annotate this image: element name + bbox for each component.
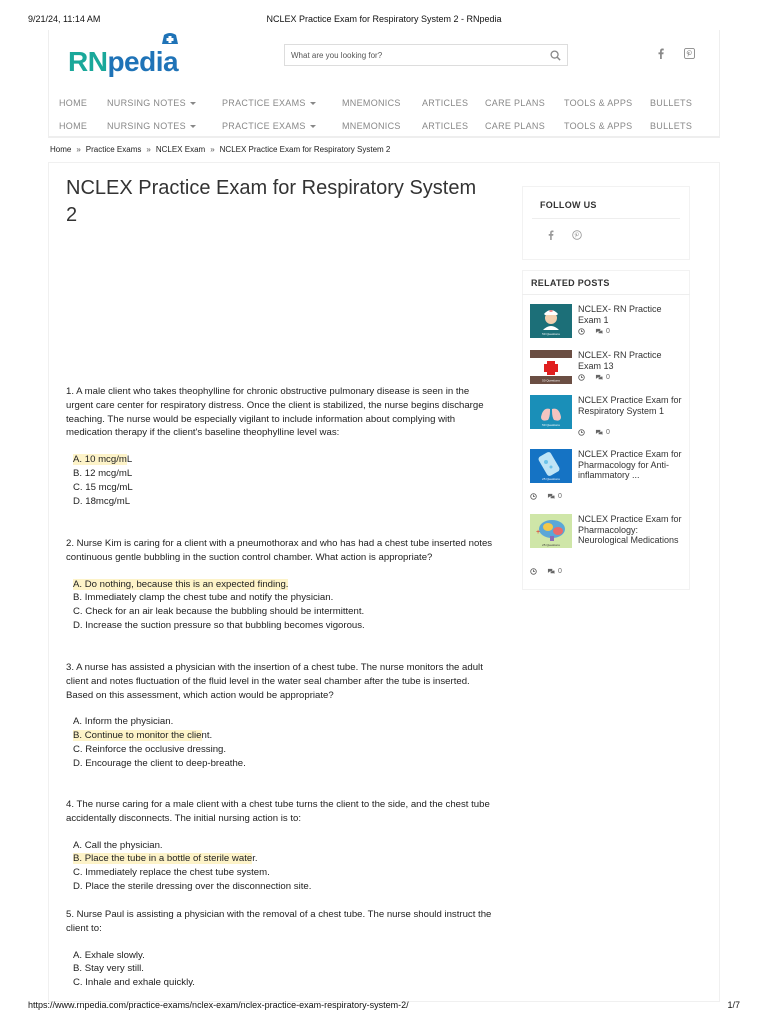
question-2	[66, 537, 496, 633]
nav-home[interactable]: HOME	[59, 98, 88, 108]
post-title[interactable]: NCLEX Practice Exam for Respiratory System 1	[578, 395, 682, 416]
divider	[522, 294, 690, 295]
question-4	[66, 798, 496, 894]
breadcrumb-nclex-exam[interactable]: NCLEX Exam	[155, 145, 206, 154]
nav-mnemonics[interactable]: MNEMONICS	[342, 98, 401, 108]
answer-option: C. Check for an air leak because the bubbling should be intermittent.	[73, 606, 365, 618]
search-icon[interactable]	[549, 49, 561, 61]
svg-text:50 Questions: 50 Questions	[542, 332, 560, 336]
print-header	[28, 14, 740, 26]
logo-pedia: pedia	[107, 46, 178, 77]
post-title[interactable]: NCLEX- RN Practice Exam 13	[578, 350, 662, 371]
post-title[interactable]: NCLEX- RN Practice Exam 1	[578, 304, 662, 325]
site-logo[interactable]	[68, 44, 178, 78]
answer-option: C. Reinforce the occlusive dressing.	[73, 743, 227, 755]
nav-practice-exams[interactable]: PRACTICE EXAMS	[222, 121, 316, 131]
question-5	[66, 908, 496, 990]
chevron-down-icon	[190, 102, 196, 105]
page-title: NCLEX Practice Exam for Respiratory System 2	[66, 177, 477, 226]
answer-option: A. Inform the physician.	[73, 716, 174, 728]
chevron-down-icon	[190, 125, 196, 128]
answer-option: A. Call the physician.	[73, 839, 163, 851]
answer-option: B. Continue to monitor the client.	[73, 730, 213, 742]
follow-us-icons	[548, 230, 582, 243]
answer-option: D. 18mcg/mL	[73, 495, 131, 507]
svg-text:+: +	[536, 529, 541, 536]
comments-count[interactable]: 0	[595, 429, 610, 436]
comments-count[interactable]: 0	[595, 328, 610, 335]
chevron-down-icon	[310, 102, 316, 105]
chevron-down-icon	[310, 125, 316, 128]
breadcrumb-separator: »	[146, 145, 151, 154]
answer-option: B. 12 mcg/mL	[73, 467, 133, 479]
nav-nursing-notes[interactable]: NURSING NOTES	[107, 121, 196, 131]
question-text: 2. Nurse Kim is caring for a client with a pneumothorax and who has had a chest tube inserted notes continuous gentle bubbling in the suction control chamber. What action is appropriate?	[66, 538, 493, 563]
answer-option: D. Increase the suction pressure so that bubbling becomes vigorous.	[73, 619, 365, 631]
post-thumbnail[interactable]	[530, 514, 572, 548]
main-nav	[48, 92, 720, 114]
related-post[interactable]	[530, 395, 690, 436]
related-post[interactable]	[530, 449, 690, 505]
post-title[interactable]: NCLEX Practice Exam for Pharmacology for Anti-inflammatory ...	[578, 449, 682, 480]
nav-bullets[interactable]: BULLETS	[650, 98, 693, 108]
post-meta	[578, 374, 610, 381]
related-post[interactable]	[530, 304, 690, 340]
comment-icon	[595, 429, 603, 436]
post-meta	[530, 493, 562, 500]
post-thumbnail[interactable]	[530, 395, 572, 429]
nav-bullets[interactable]: BULLETS	[650, 120, 693, 131]
nav-care-plans[interactable]: CARE PLANS	[485, 120, 546, 131]
pinterest-icon[interactable]	[572, 230, 582, 243]
print-title: NCLEX Practice Exam for Respiratory System 2 - RNpedia	[266, 14, 502, 24]
clock-icon	[530, 568, 537, 575]
follow-us-widget	[522, 186, 690, 260]
question-text: 1. A male client who takes theophylline for chronic obstructive pulmonary disease is seen in the urgent care center for respiratory distress. Once the client is stabilized, the nurse begins discharge teaching. The nurse would be especially vigilant to include information about complying with medication therapy if the client's baseline theophylline level was:	[66, 386, 484, 439]
answer-option: D. Place the sterile dressing over the disconnection site.	[73, 880, 312, 892]
breadcrumb-separator: »	[210, 145, 215, 154]
logo-rn: RN	[68, 46, 108, 77]
breadcrumb-current: NCLEX Practice Exam for Respiratory System 2	[219, 145, 391, 154]
comment-icon	[595, 374, 603, 381]
nav-home[interactable]: HOME	[59, 120, 88, 131]
question-1	[66, 385, 496, 508]
clock-icon	[578, 429, 585, 436]
answer-option: A. Do nothing, because this is an expected finding.	[73, 578, 289, 590]
post-thumbnail[interactable]	[530, 304, 572, 338]
svg-text:25 Questions: 25 Questions	[542, 477, 560, 481]
answer-option: C. Inhale and exhale quickly.	[73, 977, 195, 989]
comments-count[interactable]: 0	[547, 568, 562, 575]
search-bar	[284, 44, 568, 66]
post-meta	[530, 568, 562, 575]
facebook-icon[interactable]	[654, 48, 668, 62]
answer-option: A. 10 mcg/mL	[73, 454, 133, 466]
nav-articles[interactable]: ARTICLES	[422, 120, 469, 131]
svg-text:50 Questions: 50 Questions	[542, 423, 560, 427]
follow-us-title: FOLLOW US	[540, 200, 597, 210]
question-text: 3. A nurse has assisted a physician with the insertion of a chest tube. The nurse monitors the adult client and notes fluctuation of the fluid level in the water seal chamber after the tube is inserted. Based on this assessment, which action would be appropriate?	[66, 662, 483, 701]
related-posts-title: RELATED POSTS	[531, 278, 610, 288]
post-thumbnail[interactable]	[530, 350, 572, 384]
question-text: 4. The nurse caring for a male client with a chest tube turns the client to the side, and the chest tube accidentally disconnects. The initial nursing action is to:	[66, 799, 490, 824]
nav-mnemonics[interactable]: MNEMONICS	[342, 120, 401, 131]
nav-care-plans[interactable]: CARE PLANS	[485, 98, 546, 108]
nurse-cap-icon	[160, 32, 180, 46]
post-meta	[578, 429, 610, 436]
sticky-nav	[48, 115, 720, 137]
comments-count[interactable]: 0	[547, 493, 562, 500]
breadcrumb-practice-exams[interactable]: Practice Exams	[85, 145, 142, 154]
facebook-icon[interactable]	[548, 230, 554, 243]
answer-option: C. Immediately replace the chest tube system.	[73, 867, 270, 879]
question-3	[66, 661, 496, 771]
answer-option: D. Encourage the client to deep-breathe.	[73, 757, 246, 769]
nav-nursing-notes[interactable]: NURSING NOTES	[107, 98, 196, 108]
nav-practice-exams[interactable]: PRACTICE EXAMS	[222, 98, 316, 108]
nav-tools-apps[interactable]: TOOLS & APPS	[564, 120, 633, 131]
svg-text:25 Questions: 25 Questions	[542, 543, 560, 547]
page-number: 1/7	[727, 1000, 740, 1010]
breadcrumb	[50, 145, 390, 154]
question-text: 5. Nurse Paul is assisting a physician with the removal of a chest tube. The nurse should instruct the client to:	[66, 909, 492, 934]
post-title[interactable]: NCLEX Practice Exam for Pharmacology: Neurological Medications	[578, 514, 682, 545]
clock-icon	[578, 374, 585, 381]
answer-option: B. Immediately clamp the chest tube and notify the physician.	[73, 592, 334, 604]
pinterest-icon[interactable]	[682, 48, 696, 62]
clock-icon	[530, 493, 537, 500]
post-thumbnail[interactable]	[530, 449, 572, 483]
post-meta	[578, 328, 610, 335]
search-input[interactable]	[291, 51, 549, 60]
comment-icon	[547, 493, 555, 500]
answer-option: A. Exhale slowly.	[73, 949, 145, 961]
comment-icon	[595, 328, 603, 335]
svg-text:50 Questions: 50 Questions	[542, 378, 560, 383]
answer-option: B. Stay very still.	[73, 963, 144, 975]
page-url: https://www.rnpedia.com/practice-exams/nclex-exam/nclex-practice-exam-respiratory-system-2/	[28, 1000, 409, 1010]
divider	[532, 218, 680, 219]
header-social	[654, 48, 696, 62]
print-date: 9/21/24, 11:14 AM	[28, 14, 101, 24]
nav-articles[interactable]: ARTICLES	[422, 98, 469, 108]
breadcrumb-home[interactable]: Home	[50, 145, 72, 154]
answer-option: C. 15 mcg/mL	[73, 481, 133, 493]
related-post[interactable]	[530, 514, 690, 580]
comments-count[interactable]: 0	[595, 374, 610, 381]
nav-tools-apps[interactable]: TOOLS & APPS	[564, 98, 633, 108]
related-post[interactable]	[530, 350, 690, 386]
breadcrumb-separator: »	[76, 145, 81, 154]
comment-icon	[547, 568, 555, 575]
answer-option: B. Place the tube in a bottle of sterile water.	[73, 853, 258, 865]
clock-icon	[578, 328, 585, 335]
